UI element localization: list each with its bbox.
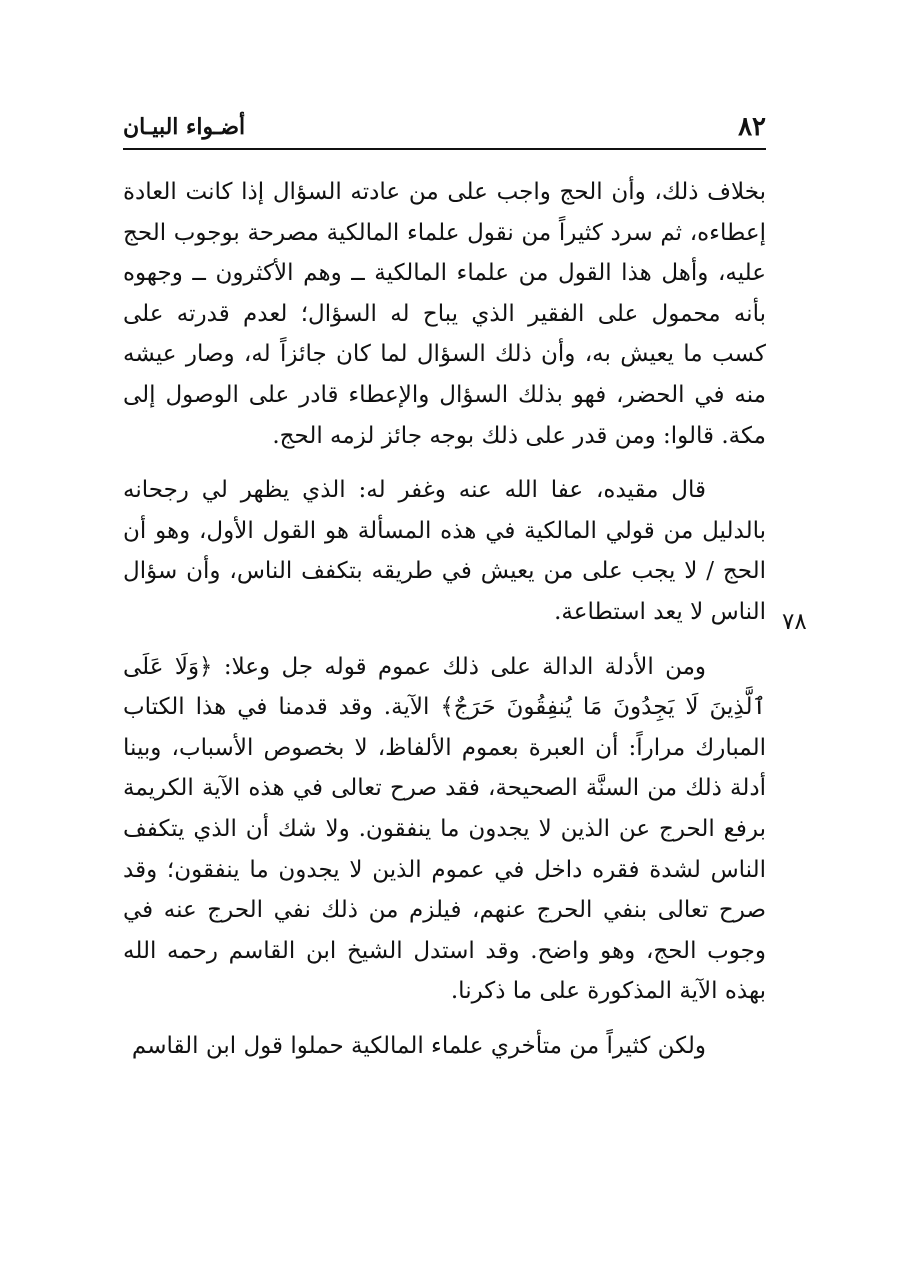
paragraph-2: قال مقيده، عفا الله عنه وغفر له: الذي يظهر لي رجحانه بالدليل من قولي المالكية في هذه المسألة هو القول الأول، وهو أن الحج / لا يجب على من يعيش في طريقه بتكفف الناس، وأن سؤال الناس لا يعد استطاعة. xyxy=(123,477,766,625)
page-header xyxy=(123,108,766,150)
body-text xyxy=(123,172,766,1066)
paragraph-3: ومن الأدلة الدالة على ذلك عموم قوله جل وعلا: ﴿وَلَا عَلَى ٱلَّذِينَ لَا يَجِدُونَ مَا يُنفِقُونَ حَرَجٌ﴾ الآية. وقد قدمنا في هذا الكتاب المبارك مراراً: أن العبرة بعموم الألفاظ، لا بخصوص الأسباب، وبينا أدلة ذلك من السنَّة الصحيحة، فقد صرح تعالى في هذه الآية الكريمة برفع الحرج عن الذين لا يجدون ما ينفقون. ولا شك أن الذي يتكفف الناس لشدة فقره داخل في عموم الذين لا يجدون ما ينفقون؛ وقد صرح تعالى بنفي الحرج عنهم، فيلزم من ذلك نفي الحرج عنه في وجوب الحج، وهو واضح. وقد استدل الشيخ ابن القاسم رحمه الله بهذه الآية المذكورة على ما ذكرنا. xyxy=(123,653,766,1005)
page-number: ٨٢ xyxy=(738,112,766,142)
paragraph-4: ولكن كثيراً من متأخري علماء المالكية حملوا قول ابن القاسم xyxy=(131,1032,706,1059)
running-title: أضـواء البيـان xyxy=(123,114,246,140)
original-edition-page-number: ٧٨ xyxy=(782,609,807,635)
paragraph-1: بخلاف ذلك، وأن الحج واجب على من عادته السؤال إذا كانت العادة إعطاءه، ثم سرد كثيراً من نقول علماء المالكية مصرحة بوجوب الحج عليه، وأهل هذا القول من علماء المالكية ــ وهم الأكثرون ــ وجهوه بأنه محمول على الفقير الذي يباح له السؤال؛ لعدم قدرته على كسب ما يعيش به، وأن ذلك السؤال لما كان جائزاً له، وصار عيشه منه في الحضر، فهو بذلك السؤال والإعطاء قادر على الوصول إلى مكة. قالوا: ومن قدر على ذلك بوجه جائز لزمه الحج. xyxy=(123,179,766,449)
